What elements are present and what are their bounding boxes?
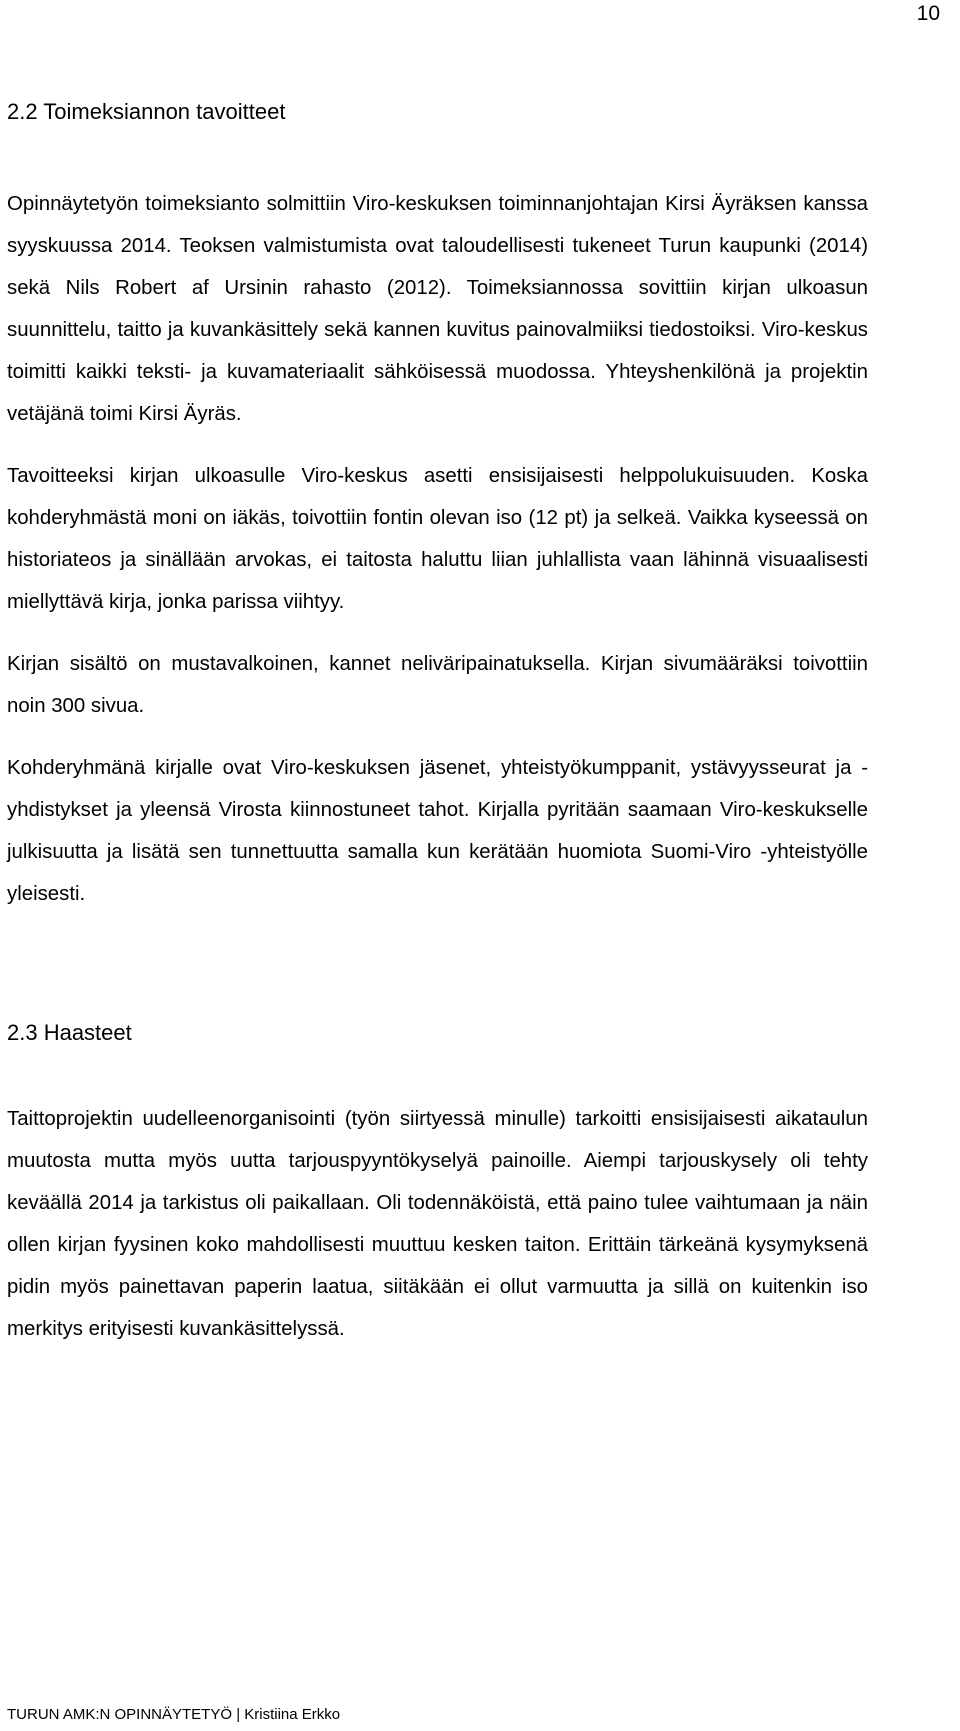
paragraph-challenges: Taittoprojektin uudelleenorganisointi (työn siirtyessä minulle) tarkoitti ensisijaisesti aikataulun muutosta mutta myös uutta tarjouspyyntökyselyä painoille. Aiempi tarjouskysely oli tehty keväällä 2014 ja tarkistus oli paikallaan. Oli todennäköistä, että paino tulee vaihtumaan ja näin ollen kirjan fyysinen koko mahdollisesti muuttuu kesken taiton. Erittäin tärkeänä kysymyksenä pidin myös painettavan paperin laatua, siitäkään ei ollut varmuutta ja sillä on kuitenkin iso merkitys erityisesti kuvankäsittelyssä. — [7, 1108, 868, 1340]
section-heading-2-3: 2.3 Haasteet — [7, 1020, 132, 1045]
document-body — [7, 98, 868, 1370]
section-heading-2-2: 2.2 Toimeksiannon tavoitteet — [7, 99, 286, 124]
paragraph-commission: Opinnäytetyön toimeksianto solmittiin Viro-keskuksen toiminnanjohtajan Kirsi Äyräksen kanssa syyskuussa 2014. Teoksen valmistumista ovat taloudellisesti tukeneet Turun kaupunki (2014) sekä Nils Robert af Ursinin rahasto (2012). Toimeksiannossa sovittiin kirjan ulkoasun suunnittelu, taitto ja kuvankäsittely sekä kannen kuvitus painovalmiiksi tiedostoiksi. Viro-keskus toimitti kaikki teksti- ja kuvamateriaalit sähköisessä muodossa. Yhteyshenkilönä ja projektin vetäjänä toimi Kirsi Äyräs. — [7, 193, 868, 425]
paragraph-layout-goals: Tavoitteeksi kirjan ulkoasulle Viro-keskus asetti ensisijaisesti helppolukuisuuden. Koska kohderyhmästä moni on iäkäs, toivottiin fontin olevan iso (12 pt) ja selkeä. Vaikka kyseessä on historiateos ja sinällään arvokas, ei taitosta haluttu liian juhlallista vaan lähinnä visuaalisesti miellyttävä kirja, jonka parissa viihtyy. — [7, 465, 868, 613]
page-footer: TURUN AMK:N OPINNÄYTETYÖ | Kristiina Erkko — [7, 1706, 341, 1723]
paragraph-book-content: Kirjan sisältö on mustavalkoinen, kannet neliväripainatuksella. Kirjan sivumääräksi toivottiin noin 300 sivua. — [7, 653, 868, 717]
paragraph-target-group: Kohderyhmänä kirjalle ovat Viro-keskuksen jäsenet, yhteistyökumppanit, ystävyysseurat ja -yhdistykset ja yleensä Virosta kiinnostuneet tahot. Kirjalla pyritään saamaan Viro-keskukselle julkisuutta ja lisätä sen tunnettuutta samalla kun kerätään huomiota Suomi-Viro -yhteistyölle yleisesti. — [7, 757, 868, 905]
page-number: 10 — [916, 2, 940, 25]
